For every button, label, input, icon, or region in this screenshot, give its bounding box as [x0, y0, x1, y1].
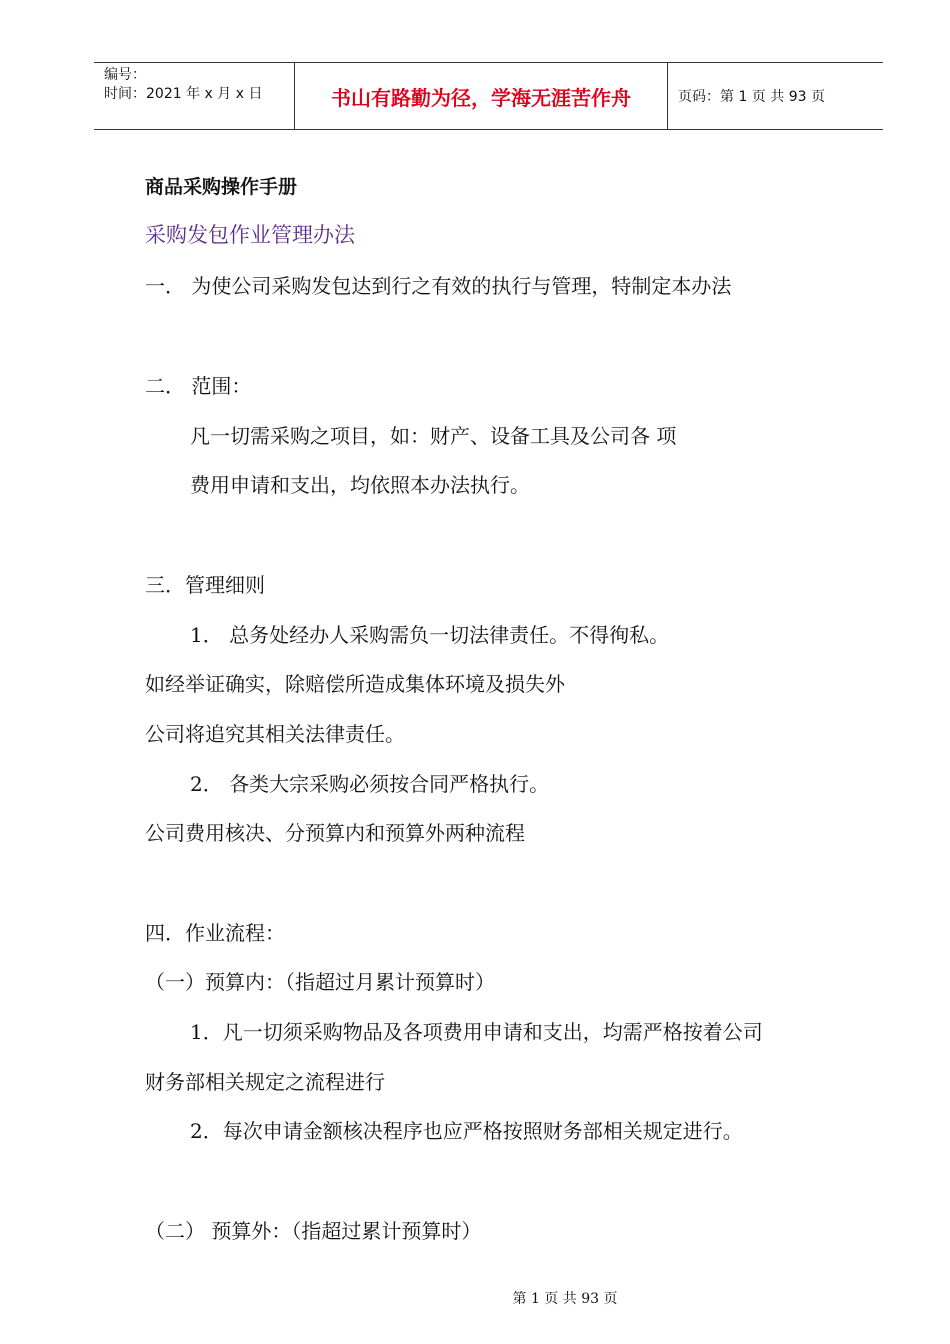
- subsection-heading: （一）预算内：（指超过月累计预算时）: [145, 970, 495, 994]
- paragraph-line: 费用申请和支出，均依照本办法执行。: [190, 473, 530, 497]
- list-item: 1．凡一切须采购物品及各项费用申请和支出，均需严格按着公司: [190, 1020, 763, 1044]
- list-item: 1． 总务处经办人采购需负一切法律责任。不得徇私。: [190, 623, 670, 647]
- header-page-info: 页码：第 1 页 共 93 页: [678, 89, 825, 105]
- paragraph-line: 公司将追究其相关法律责任。: [145, 722, 405, 746]
- number-label: 编号：: [104, 67, 146, 83]
- paragraph-line: 财务部相关规定之流程进行: [145, 1070, 385, 1094]
- paragraph-line: 如经举证确实，除赔偿所造成集体环境及损失外: [145, 672, 565, 696]
- section-heading: 三．管理细则: [145, 573, 265, 597]
- section-heading: 二． 范围：: [145, 374, 252, 398]
- header-meta: [94, 63, 295, 129]
- paragraph-line: 公司费用核决、分预算内和预算外两种流程: [145, 821, 525, 845]
- list-item: 2．每次申请金额核决程序也应严格按照财务部相关规定进行。: [190, 1119, 743, 1143]
- doc-subtitle: 采购发包作业管理办法: [145, 223, 355, 247]
- page-header: [94, 62, 883, 130]
- list-item: 2． 各类大宗采购必须按合同严格执行。: [190, 772, 550, 796]
- page-footer: [0, 1288, 950, 1308]
- paragraph-line: 凡一切需采购之项目，如：财产、设备工具及公司各 项: [190, 424, 677, 448]
- subsection-heading: （二） 预算外：（指超过累计预算时）: [145, 1219, 482, 1243]
- time-label: 时间：2021 年 x 月 x 日: [104, 86, 263, 102]
- section-heading: 四．作业流程：: [145, 921, 285, 945]
- doc-title: 商品采购操作手册: [145, 176, 298, 198]
- paragraph-line: 一． 为使公司采购发包达到行之有效的执行与管理，特制定本办法: [145, 274, 732, 298]
- header-motto: 书山有路勤为径，学海无涯苦作舟: [295, 63, 668, 129]
- footer-page-number: 第 1 页 共 93 页: [512, 1291, 618, 1307]
